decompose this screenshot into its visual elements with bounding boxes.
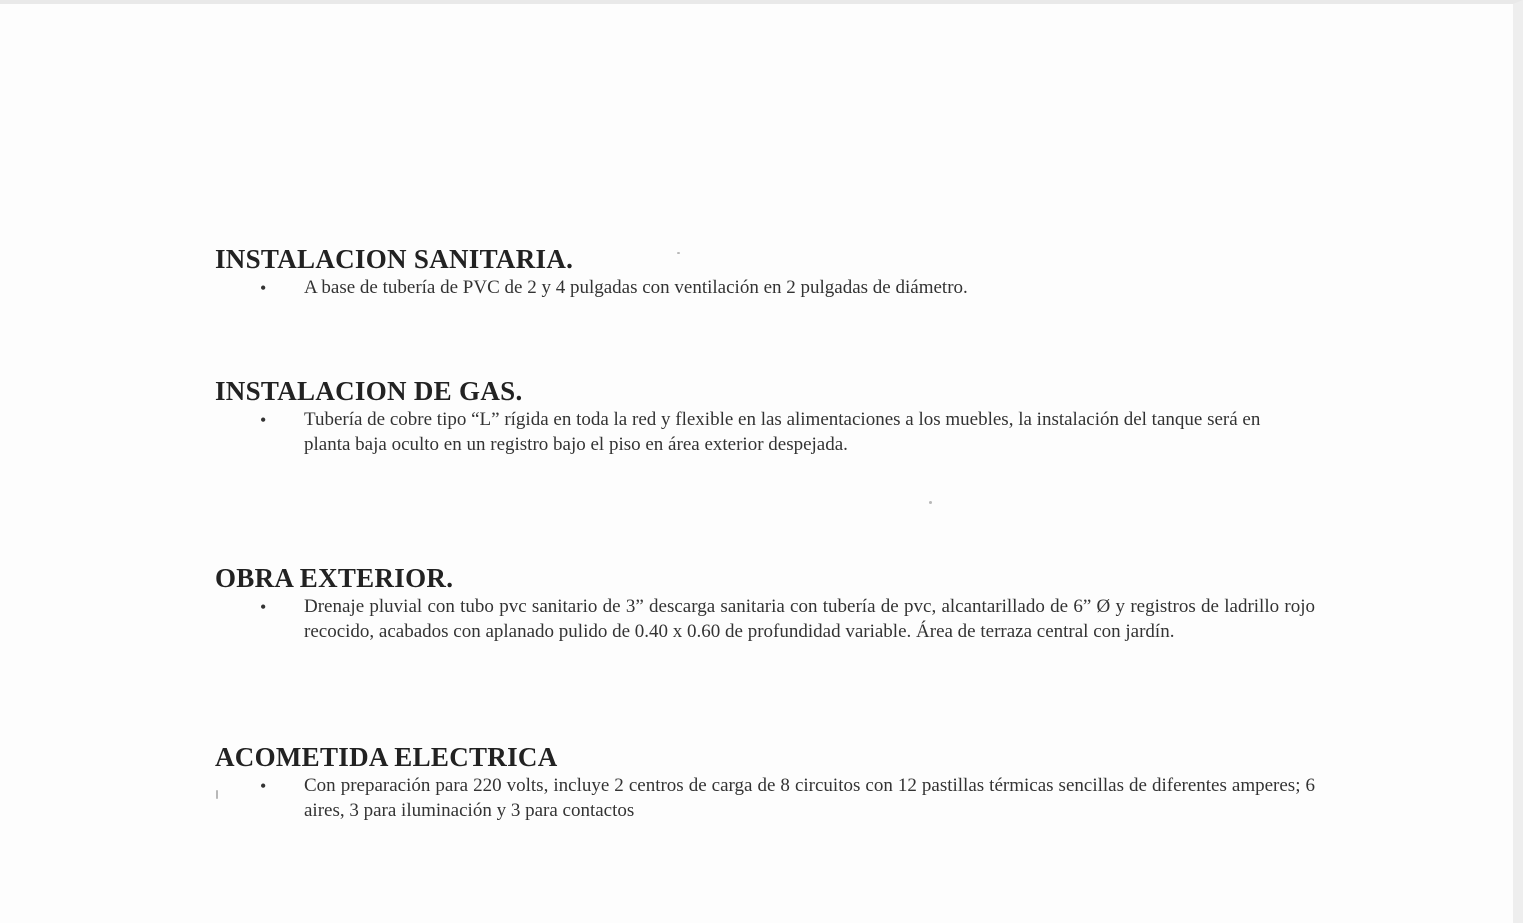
list-item bbox=[215, 276, 1315, 301]
bullet-icon: • bbox=[260, 597, 267, 617]
scan-speck bbox=[929, 501, 932, 504]
section-heading: OBRA EXTERIOR. bbox=[215, 563, 454, 593]
item-text: Tubería de cobre tipo “L” rígida en toda la red y flexible en las alimentaciones a los muebles, la instalación del tanque será en planta baja oculto en un registro bajo el piso en área exterior despejada. bbox=[304, 409, 1261, 455]
section-heading: ACOMETIDA ELECTRICA bbox=[215, 742, 558, 772]
item-text: A base de tubería de PVC de 2 y 4 pulgadas con ventilación en 2 pulgadas de diámetro. bbox=[304, 277, 968, 298]
bullet-icon: • bbox=[260, 776, 267, 796]
bullet-icon: • bbox=[260, 410, 267, 430]
list-item bbox=[215, 774, 1315, 823]
bullet-icon: • bbox=[260, 278, 267, 298]
section-obra-exterior bbox=[215, 563, 1315, 644]
scan-speck bbox=[677, 252, 680, 254]
list-item bbox=[215, 595, 1315, 644]
list-item bbox=[215, 408, 1315, 457]
item-text: Con preparación para 220 volts, incluye 2 centros de carga de 8 circuitos con 12 pastillas térmicas sencillas de diferentes amperes; 6 aires, 3 para iluminación y 3 para contactos bbox=[304, 775, 1315, 821]
section-heading: INSTALACION SANITARIA. bbox=[215, 244, 574, 274]
section-instalacion-sanitaria bbox=[215, 244, 1315, 301]
section-heading: INSTALACION DE GAS. bbox=[215, 376, 523, 406]
section-acometida-electrica bbox=[215, 742, 1315, 823]
section-instalacion-gas bbox=[215, 376, 1315, 457]
scan-speck bbox=[216, 790, 218, 799]
item-text: Drenaje pluvial con tubo pvc sanitario de 3” descarga sanitaria con tubería de pvc, alcantarillado de 6” Ø y registros de ladrillo rojo recocido, acabados con aplanado pulido de 0.40 x 0.60 de profundidad variable. Área de terraza central con jardín. bbox=[304, 596, 1315, 642]
